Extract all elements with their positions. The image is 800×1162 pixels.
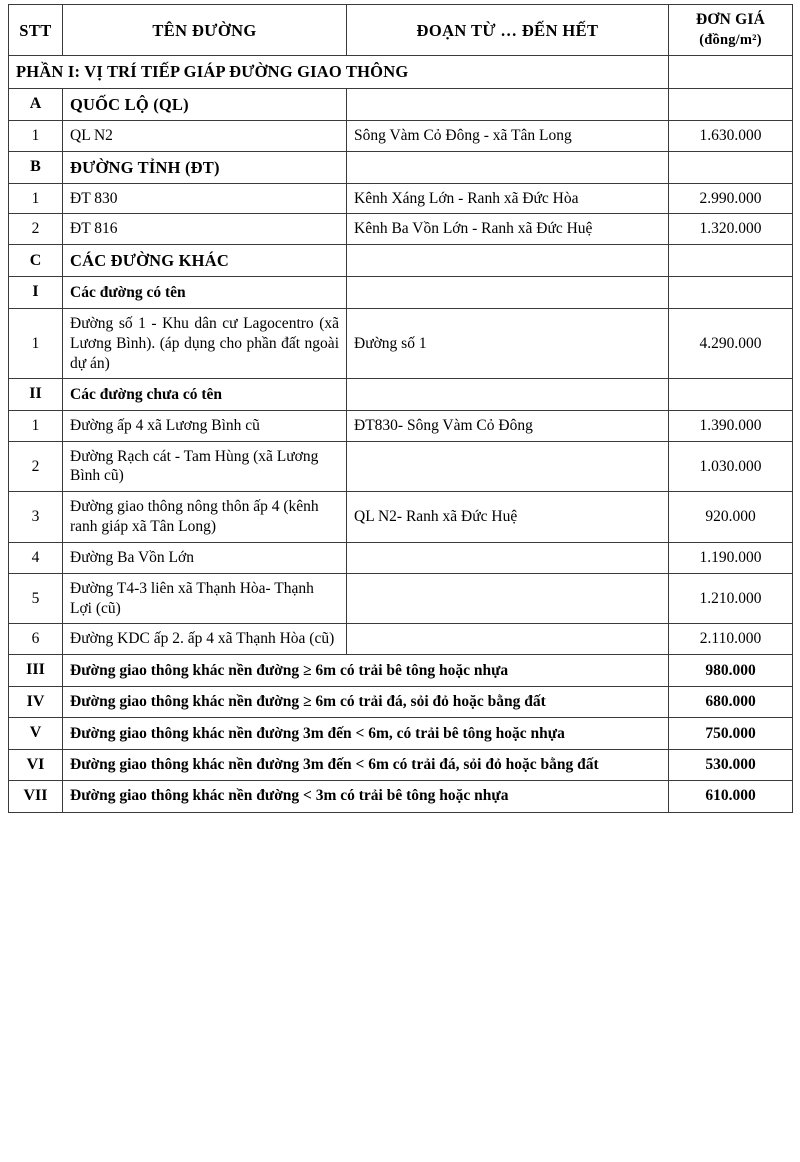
row-price: 1.190.000 [669, 542, 793, 573]
row-segment: Kênh Ba Vồn Lớn - Ranh xã Đức Huệ [347, 214, 669, 245]
row-index: VI [9, 749, 63, 780]
row-name: Đường Rạch cát - Tam Hùng (xã Lương Bình cũ) [63, 441, 347, 492]
row-segment: QL N2- Ranh xã Đức Huệ [347, 492, 669, 543]
row-index: 4 [9, 542, 63, 573]
row-segment: ĐT830- Sông Vàm Cỏ Đông [347, 410, 669, 441]
row-index: IV [9, 686, 63, 717]
table-row [9, 542, 793, 573]
row-price [669, 379, 793, 410]
row-price: 680.000 [669, 686, 793, 717]
row-index: 2 [9, 441, 63, 492]
table-row [9, 308, 793, 378]
row-price: 750.000 [669, 718, 793, 749]
header-don-gia [669, 5, 793, 56]
row-segment [347, 379, 669, 410]
table-row [9, 379, 793, 410]
row-price: 2.990.000 [669, 183, 793, 214]
row-description: Đường giao thông khác nền đường ≥ 6m có trải đá, sỏi đỏ hoặc bằng đất [63, 686, 669, 717]
row-price: 610.000 [669, 781, 793, 812]
row-name: Đường KDC ấp 2. ấp 4 xã Thạnh Hòa (cũ) [63, 624, 347, 655]
row-segment [347, 245, 669, 277]
header-don-gia-unit: (đồng/m²) [699, 31, 762, 48]
row-name: Các đường có tên [63, 277, 347, 308]
table-row [9, 151, 793, 183]
row-price: 980.000 [669, 655, 793, 686]
row-index: 1 [9, 410, 63, 441]
part-banner-row [9, 56, 793, 88]
table-row [9, 277, 793, 308]
table-row-rule [9, 655, 793, 686]
table-row [9, 441, 793, 492]
row-price: 2.110.000 [669, 624, 793, 655]
row-price: 1.030.000 [669, 441, 793, 492]
row-index: III [9, 655, 63, 686]
row-index: C [9, 245, 63, 277]
table-row [9, 492, 793, 543]
land-price-table [8, 4, 793, 813]
row-index: II [9, 379, 63, 410]
row-name: ĐƯỜNG TỈNH (ĐT) [63, 151, 347, 183]
part-banner-price-empty [669, 56, 793, 88]
row-name: Đường Ba Vồn Lớn [63, 542, 347, 573]
row-segment [347, 151, 669, 183]
table-row [9, 214, 793, 245]
row-segment [347, 277, 669, 308]
row-name: Các đường chưa có tên [63, 379, 347, 410]
row-index: B [9, 151, 63, 183]
header-don-gia-label: ĐƠN GIÁ [695, 11, 765, 28]
row-segment [347, 624, 669, 655]
row-index: 3 [9, 492, 63, 543]
row-segment: Đường số 1 [347, 308, 669, 378]
row-segment [347, 573, 669, 624]
row-description: Đường giao thông khác nền đường 3m đến < 6m, có trải bê tông hoặc nhựa [63, 718, 669, 749]
row-description: Đường giao thông khác nền đường 3m đến < 6m có trải đá, sỏi đỏ hoặc bằng đất [63, 749, 669, 780]
row-index: 2 [9, 214, 63, 245]
row-price: 1.210.000 [669, 573, 793, 624]
row-segment [347, 88, 669, 120]
table-row-rule [9, 781, 793, 812]
row-index: VII [9, 781, 63, 812]
row-price: 1.320.000 [669, 214, 793, 245]
row-price: 1.390.000 [669, 410, 793, 441]
table-row [9, 410, 793, 441]
part-banner-text: PHẦN I: VỊ TRÍ TIẾP GIÁP ĐƯỜNG GIAO THÔNG [9, 56, 669, 88]
table-row [9, 120, 793, 151]
row-segment [347, 542, 669, 573]
header-stt: STT [9, 5, 63, 56]
row-segment: Sông Vàm Cỏ Đông - xã Tân Long [347, 120, 669, 151]
row-name: Đường số 1 - Khu dân cư Lagocentro (xã Lương Bình). (áp dụng cho phần đất ngoài dự án) [63, 308, 347, 378]
table-row [9, 183, 793, 214]
row-name: Đường T4-3 liên xã Thạnh Hòa- Thạnh Lợi (cũ) [63, 573, 347, 624]
row-price: 1.630.000 [669, 120, 793, 151]
row-price [669, 151, 793, 183]
row-price [669, 88, 793, 120]
row-price [669, 277, 793, 308]
row-name: Đường ấp 4 xã Lương Bình cũ [63, 410, 347, 441]
header-doan-tu-den: ĐOẠN TỪ … ĐẾN HẾT [347, 5, 669, 56]
row-segment [347, 441, 669, 492]
row-segment: Kênh Xáng Lớn - Ranh xã Đức Hòa [347, 183, 669, 214]
row-name: ĐT 816 [63, 214, 347, 245]
table-row [9, 573, 793, 624]
row-index: 1 [9, 120, 63, 151]
row-index: 5 [9, 573, 63, 624]
row-description: Đường giao thông khác nền đường ≥ 6m có trải bê tông hoặc nhựa [63, 655, 669, 686]
row-price: 4.290.000 [669, 308, 793, 378]
row-price: 530.000 [669, 749, 793, 780]
row-index: A [9, 88, 63, 120]
row-price [669, 245, 793, 277]
table-header-row [9, 5, 793, 56]
row-name: ĐT 830 [63, 183, 347, 214]
table-row [9, 245, 793, 277]
row-name: CÁC ĐƯỜNG KHÁC [63, 245, 347, 277]
row-name: Đường giao thông nông thôn ấp 4 (kênh ranh giáp xã Tân Long) [63, 492, 347, 543]
row-index: V [9, 718, 63, 749]
row-name: QUỐC LỘ (QL) [63, 88, 347, 120]
row-description: Đường giao thông khác nền đường < 3m có trải bê tông hoặc nhựa [63, 781, 669, 812]
row-index: 6 [9, 624, 63, 655]
table-row [9, 88, 793, 120]
row-index: I [9, 277, 63, 308]
table-row-rule [9, 749, 793, 780]
header-ten-duong: TÊN ĐƯỜNG [63, 5, 347, 56]
table-row-rule [9, 686, 793, 717]
row-index: 1 [9, 183, 63, 214]
table-row [9, 624, 793, 655]
row-index: 1 [9, 308, 63, 378]
row-price: 920.000 [669, 492, 793, 543]
table-row-rule [9, 718, 793, 749]
row-name: QL N2 [63, 120, 347, 151]
